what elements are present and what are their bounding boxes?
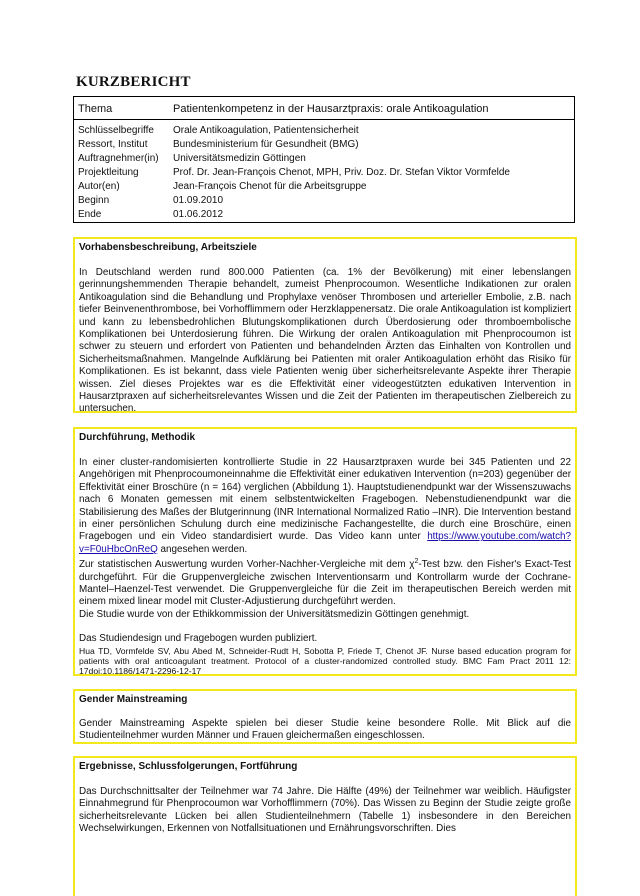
section-title: Ergebnisse, Schlussfolgerungen, Fortführung xyxy=(79,761,298,772)
section-title: Vorhabensbeschreibung, Arbeitsziele xyxy=(79,242,257,253)
meta-value: Bundesministerium für Gesundheit (BMG) xyxy=(173,139,359,150)
meta-value: 01.09.2010 xyxy=(173,195,224,206)
method-paragraph-2 xyxy=(79,556,571,609)
method-text: -Test bzw. den Fisher's Exact-Test durchgeführt. Für die Gruppenvergleiche zwischen Interventionsarm und Kontrollarm wurde der Cochrane-Mantel–Haenzel-Test verwendet. Die Gruppenvergleiche für die Zeit im therapeutischen Bereich werden mit einem mixed linear model mit Cluster-Adjustierung durchgeführt werden. xyxy=(79,559,571,608)
meta-row-start xyxy=(78,194,570,208)
meta-row-authors xyxy=(78,180,570,194)
section-aims xyxy=(73,237,577,413)
meta-row-thema xyxy=(78,102,570,117)
meta-key: Thema xyxy=(78,103,113,115)
meta-row-contractor xyxy=(78,152,570,166)
meta-row-keywords xyxy=(78,124,570,138)
section-method xyxy=(73,427,577,676)
meta-divider xyxy=(74,119,574,120)
section-text: In Deutschland werden rund 800.000 Patienten (ca. 1% der Bevölkerung) mit einer lebenslangen gerinnungshemmenden Therapie behandelt, zumeist Phenprocoumon. Wesentliche Indikationen zur oralen Antikoagulation sind die Behandlung und Prophylaxe venöser Thrombosen und arterieller Embolie, z.B. nach tiefer Beinvenenthrombose, bei Vorhofflimmern oder Herzklappenersatz. Die orale Antikoagulation ist kompliziert und kann zu lebensbedrohlichen Blutungskomplikationen durch Überdosierung oder thromboembolische Komplikationen bei Unterdosierung führen. Die Wirkung der oralen Antikoagulation mit Phenprocoumon ist schwer zu steuern und erfordert von Patienten und behandelnden Ärzten das Einhalten von Kontrollen und Sicherheitsmaßnahmen. Mangelnde Aufklärung bei Patienten mit oraler Antikoagulation erhöht das Risiko für Komplikationen. Es ist bekannt, dass viele Patienten wenig über sicherheitsrelevante Aspekte ihrer Therapie wissen. Ziel dieses Projektes war es die Effektivität einer videogestützten edukativen Intervention in Hausarztpraxen auf sicherheitsrelevantes Wissen und die Zeit der Patienten im therapeutischen Zielbereich zu untersuchen. xyxy=(79,267,571,415)
meta-row-ressort xyxy=(78,138,570,152)
meta-key: Ressort, Institut xyxy=(78,139,148,150)
meta-key: Beginn xyxy=(78,195,110,206)
meta-value: 01.06.2012 xyxy=(173,209,224,220)
superscript: 2 xyxy=(414,558,419,566)
method-paragraph-4: Das Studiendesign und Fragebogen wurden publiziert. xyxy=(79,633,318,645)
method-text: Zur statistischen Auswertung wurden Vorher-Nachher-Vergleiche mit dem χ xyxy=(79,559,415,571)
meta-key: Auftragnehmer(in) xyxy=(78,153,159,164)
section-gender xyxy=(73,689,577,744)
section-results xyxy=(73,756,577,896)
meta-row-end xyxy=(78,208,570,222)
page-title: KURZBERICHT xyxy=(76,74,191,90)
meta-key: Schlüsselbegriffe xyxy=(78,125,154,136)
method-text: In einer cluster-randomisierten kontrollierte Studie in 22 Hausarztpraxen wurde bei 345 Patienten und 22 Angehörigen mit Phenprocoumoneinnahme die Effektivität einer edukativen Intervention (n=203) gegenüber der Effektivität einer Broschüre (n = 164) verglichen (Abbildung 1). Hauptstudienendpunkt war der Wissenszuwachs nach 6 Monaten gemessen mit einem selbstentwickelten Fragebogen. Nebenstudienendpunkt war die Stabilisierung des Maßes der Blutgerinnung (INR International Normalized Ratio –INR). Die Intervention bestand in einer persönlichen Schulung durch eine medizinische Fachangestellte, die durch eine Broschüre, einen Fragebogen und ein Video standardisiert wurde. Das Video kann unter xyxy=(79,457,571,543)
section-title: Gender Mainstreaming xyxy=(79,694,188,705)
method-paragraph-3: Die Studie wurde von der Ethikkommission der Universitätsmedizin Göttingen genehmigt. xyxy=(79,608,470,620)
meta-row-lead xyxy=(78,166,570,180)
meta-key: Ende xyxy=(78,209,102,220)
meta-key: Projektleitung xyxy=(78,167,139,178)
project-info-box xyxy=(73,96,575,223)
meta-key: Autor(en) xyxy=(78,181,120,192)
meta-value: Universitätsmedizin Göttingen xyxy=(173,153,306,164)
section-text: Gender Mainstreaming Aspekte spielen bei dieser Studie keine besondere Rolle. Mit Blick auf die Studienteilnehmer wurden Männer und Frauen gleichermaßen eingeschlossen. xyxy=(79,718,571,742)
method-paragraph-1 xyxy=(79,457,571,556)
meta-value: Patientenkompetenz in der Hausarztpraxis: orale Antikoagulation xyxy=(173,103,489,115)
meta-value: Jean-François Chenot für die Arbeitsgruppe xyxy=(173,181,367,192)
meta-value: Orale Antikoagulation, Patientensicherheit xyxy=(173,125,359,136)
method-text: angesehen werden. xyxy=(157,543,248,555)
meta-value: Prof. Dr. Jean-François Chenot, MPH, Priv. Doz. Dr. Stefan Viktor Vormfelde xyxy=(173,167,510,178)
video-link[interactable]: https://www.youtube.com/watch?v=F0uHbcOnReQ xyxy=(79,531,571,555)
section-text: Das Durchschnittsalter der Teilnehmer war 74 Jahre. Die Hälfte (49%) der Teilnehmer war weiblich. Häufigster Einnahmegrund für Phenprocoumon war Vorhofflimmern (70%). Das Wissen zu Beginn der Studie zeigte große sicherheitsrelevante Lücken bei allen Studienteilnehmern (Tabelle 1) insbesondere in den Bereichen Wechselwirkungen, Erkennen von Notfallsituationen und Ernährungsvorschriften. Dies xyxy=(79,786,571,835)
publication-reference: Hua TD, Vormfelde SV, Abu Abed M, Schneider-Rudt H, Sobotta P, Friede T, Chenot JF. Nurse based education program for patients with oral anticoagulant treatment. Protocol of a cluster-randomized controlled study. BMC Fam Pract 2011 12: 17doi:10.1186/1471-2296-12-17 xyxy=(79,645,571,676)
section-title: Durchführung, Methodik xyxy=(79,432,196,443)
